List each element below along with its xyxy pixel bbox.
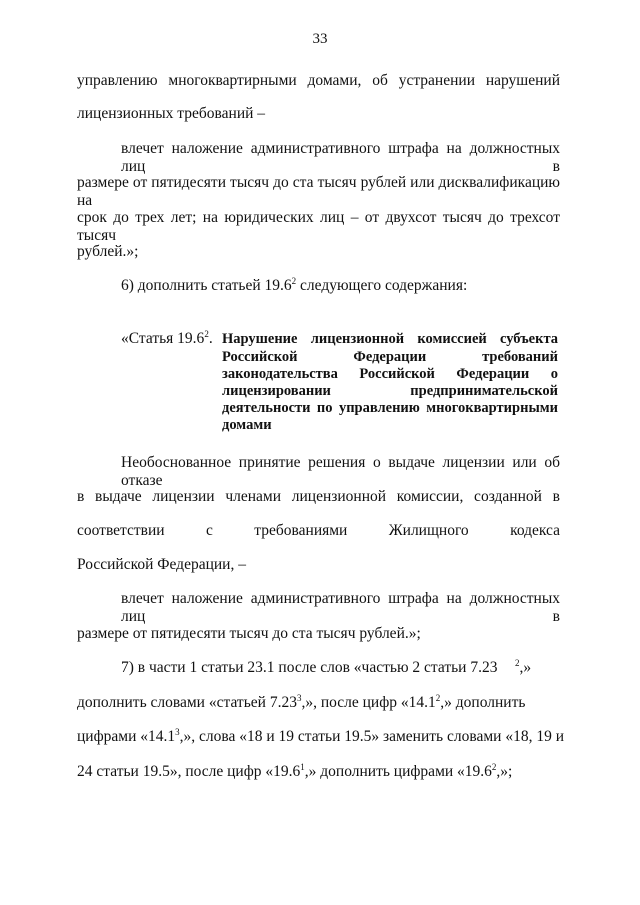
paragraph-line: влечет наложение административного штрафа на должностных лиц в	[121, 590, 560, 625]
article-title-line: Российской Федерации требований	[222, 349, 558, 365]
list-item-7-suffix: $^2$,»	[515, 657, 532, 676]
article-title-line: Нарушение лицензионной комиссией субъекта	[222, 331, 558, 347]
paragraph-line: управлению многоквартирными домами, об устранении нарушений	[77, 72, 560, 89]
article-title-line: лицензировании предпринимательской	[222, 383, 558, 399]
list-item-7-line: 7) в части 1 статьи 23.1 после слов «частью 2 статьи 7.23	[121, 659, 498, 676]
page-number: 33	[312, 31, 328, 47]
article-title-line: деятельности по управлению многоквартирными	[222, 400, 558, 416]
paragraph-line: лицензионных требований –	[77, 105, 266, 122]
list-item-7-line: цифрами «14.1$^3$,», слова «18 и 19 статьи 19.5» заменить словами «18, 19 и	[77, 726, 564, 745]
article-title-line: домами	[222, 417, 272, 433]
paragraph-line: Российской Федерации, –	[77, 556, 246, 573]
paragraph-line: рублей.»;	[77, 243, 139, 260]
paragraph-line: размере от пятидесяти тысяч до ста тысяч рублей или дисквалификацию на	[77, 174, 560, 209]
paragraph-line: влечет наложение административного штрафа на должностных лиц в	[121, 140, 560, 175]
paragraph-line: Необоснованное принятие решения о выдаче лицензии или об отказе	[121, 454, 560, 489]
paragraph-line: в выдаче лицензии членами лицензионной комиссии, созданной в	[77, 488, 560, 505]
article-label: «Статья 19.6$^2$.	[121, 328, 213, 347]
article-title-line: законодательства Российской Федерации о	[222, 366, 558, 382]
paragraph-line: соответствии с требованиями Жилищного кодекса	[77, 522, 560, 539]
list-item-7-line: 24 статьи 19.5», после цифр «19.6$^1$,» дополнить цифрами «19.6$^2$,»;	[77, 761, 513, 780]
paragraph-line: размере от пятидесяти тысяч до ста тысяч рублей.»;	[77, 625, 421, 642]
list-item-7-line: дополнить словами «статьей 7.23$^3$,», после цифр «14.1$^2$,» дополнить	[77, 692, 526, 711]
list-item-6: 6) дополнить статьей 19.6$^2$ следующего содержания:	[121, 275, 468, 294]
paragraph-line: срок до трех лет; на юридических лиц – от двухсот тысяч до трехсот тысяч	[77, 209, 560, 244]
